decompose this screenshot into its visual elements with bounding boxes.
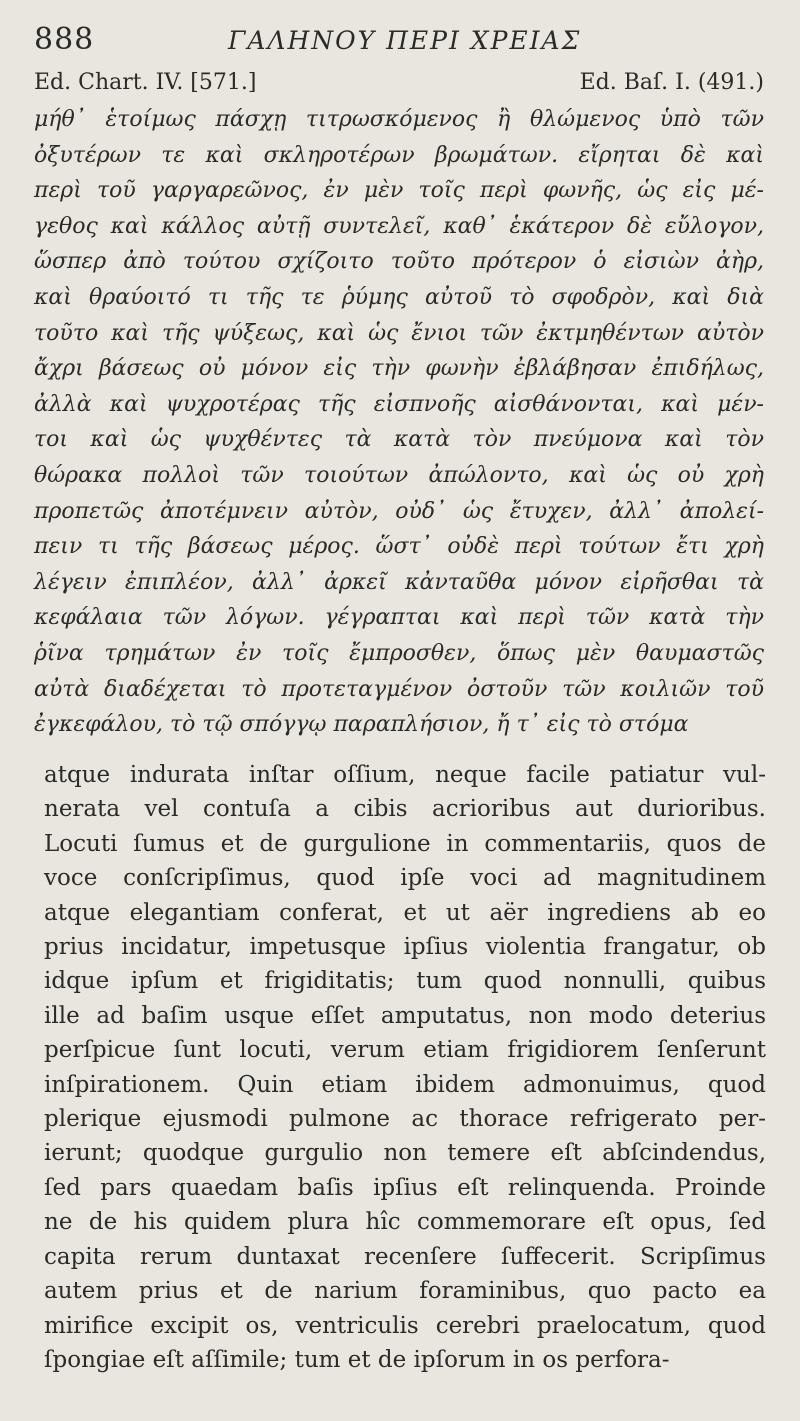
greek-text-line: πειν τι τῆς βάσεως μέρος. ὥστ᾽ οὐδὲ περὶ τούτων ἔτι χρὴ — [34, 534, 764, 560]
latin-text-line: mirifice excipit os, ventriculis cerebri praelocatum, quod — [44, 1312, 766, 1339]
greek-text-line: ἄχρι βάσεως οὐ μόνον εἰς τὴν φωνὴν ἐβλάβησαν ἐπιδήλως, — [34, 356, 764, 382]
running-title: ΓΑΛΗΝΟΥ ΠΕΡΙ ΧΡΕΙΑΣ — [228, 26, 582, 55]
latin-text-line: inſpirationem. Quin etiam ibidem admonuimus, quod — [44, 1071, 766, 1098]
greek-text-line: αὐτὰ διαδέχεται τὸ προτεταγμένον ὀστοῦν τῶν κοιλιῶν τοῦ — [34, 676, 764, 702]
greek-text-line: ἀλλὰ καὶ ψυχροτέρας τῆς εἰσπνοῆς αἰσθάνονται, καὶ μέν- — [34, 391, 764, 417]
greek-text-line: περὶ τοῦ γαργαρεῶνος, ἐν μὲν τοῖς περὶ φωνῆς, ὡς εἰς μέ- — [34, 178, 764, 204]
latin-text-block — [44, 758, 766, 1377]
greek-text-line: ὀξυτέρων τε καὶ σκληροτέρων βρωμάτων. εἴρηται δὲ καὶ — [34, 142, 764, 168]
page-number: 888 — [34, 22, 95, 57]
greek-text-line: ῥῖνα τρημάτων ἐν τοῖς ἔμπροσθεν, ὅπως μὲν θαυμαστῶς — [34, 640, 764, 666]
latin-text-line: atque elegantiam conferat, et ut aër ingrediens ab eo — [44, 899, 766, 926]
greek-text-line: καὶ θραύοιτό τι τῆς τε ῥύμης αὐτοῦ τὸ σφοδρὸν, καὶ διὰ — [34, 284, 764, 310]
greek-text-line: κεφάλαια τῶν λόγων. γέγραπται καὶ περὶ τῶν κατὰ τὴν — [34, 605, 764, 631]
edition-reference-basel: Ed. Baſ. I. (491.) — [579, 70, 764, 95]
latin-text-line: nerata vel contuſa a cibis acrioribus aut durioribus. — [44, 796, 766, 823]
edition-reference-chartier: Ed. Chart. IV. [571.] — [34, 70, 257, 95]
latin-text-line: plerique ejusmodi pulmone ac thorace refrigerato per- — [44, 1106, 766, 1133]
greek-text-block — [34, 102, 764, 743]
greek-text-line: γεθος καὶ κάλλος αὐτῇ συντελεῖ, καθ᾽ ἑκάτερον δὲ εὔλογον, — [34, 213, 764, 239]
latin-text-line: capita rerum duntaxat recenſere ſuffecerit. Scripſimus — [44, 1243, 766, 1270]
greek-text-line: ἐγκεφάλου, τὸ τῷ σπόγγῳ παραπλήσιον, ἤ τ᾽ εἰς τὸ στόμα — [34, 712, 689, 738]
greek-text-line: τοι καὶ ὡς ψυχθέντες τὰ κατὰ τὸν πνεύμονα καὶ τὸν — [34, 427, 764, 453]
latin-text-line: ierunt; quodque gurgulio non temere eſt abſcindendus, — [44, 1140, 766, 1167]
latin-text-line: atque indurata inſtar oſſium, neque facile patiatur vul- — [44, 762, 766, 788]
greek-text-line: ὥσπερ ἀπὸ τούτου σχίζοιτο τοῦτο πρότερον ὁ εἰσιὼν ἀὴρ, — [34, 249, 764, 275]
latin-text-line: autem prius et de narium foraminibus, quo pacto ea — [44, 1278, 766, 1305]
greek-text-line: μήθ᾽ ἑτοίμως πάσχῃ τιτρωσκόμενος ἢ θλώμενος ὑπὸ τῶν — [34, 107, 764, 132]
greek-text-line: προπετῶς ἀποτέμνειν αὐτὸν, οὐδ᾽ ὡς ἔτυχεν, ἀλλ᾽ ἀπολεί- — [34, 498, 764, 524]
latin-text-line: idque ipſum et frigiditatis; tum quod nonnulli, quibus — [44, 968, 766, 995]
page-header — [0, 0, 800, 100]
greek-text-line: θώρακα πολλοὶ τῶν τοιούτων ἀπώλοντο, καὶ ὡς οὐ χρὴ — [34, 462, 764, 488]
latin-text-line: prius incidatur, impetusque ipſius violentia frangatur, ob — [44, 934, 766, 961]
greek-text-line: λέγειν ἐπιπλέον, ἀλλ᾽ ἀρκεῖ κἀνταῦθα μόνον εἰρῆσθαι τὰ — [34, 569, 764, 595]
latin-text-line: voce conſcripſimus, quod ipſe voci ad magnitudinem — [44, 865, 766, 892]
latin-text-line: ille ad baſim usque eſſet amputatus, non modo deterius — [44, 1002, 766, 1029]
greek-text-line: τοῦτο καὶ τῆς ψύξεως, καὶ ὡς ἔνιοι τῶν ἐκτμηθέντων αὐτὸν — [34, 320, 764, 346]
latin-text-line: ſpongiae eſt aſſimile; tum et de ipſorum in os perfora- — [44, 1346, 670, 1373]
latin-text-line: ſed pars quaedam baſis ipſius eſt relinquenda. Proinde — [44, 1174, 766, 1201]
latin-text-line: ne de his quidem plura hîc commemorare eſt opus, ſed — [44, 1209, 766, 1236]
latin-text-line: Locuti ſumus et de gurgulione in commentariis, quos de — [44, 830, 766, 857]
latin-text-line: perſpicue ſunt locuti, verum etiam frigidiorem ſenſerunt — [44, 1037, 766, 1064]
